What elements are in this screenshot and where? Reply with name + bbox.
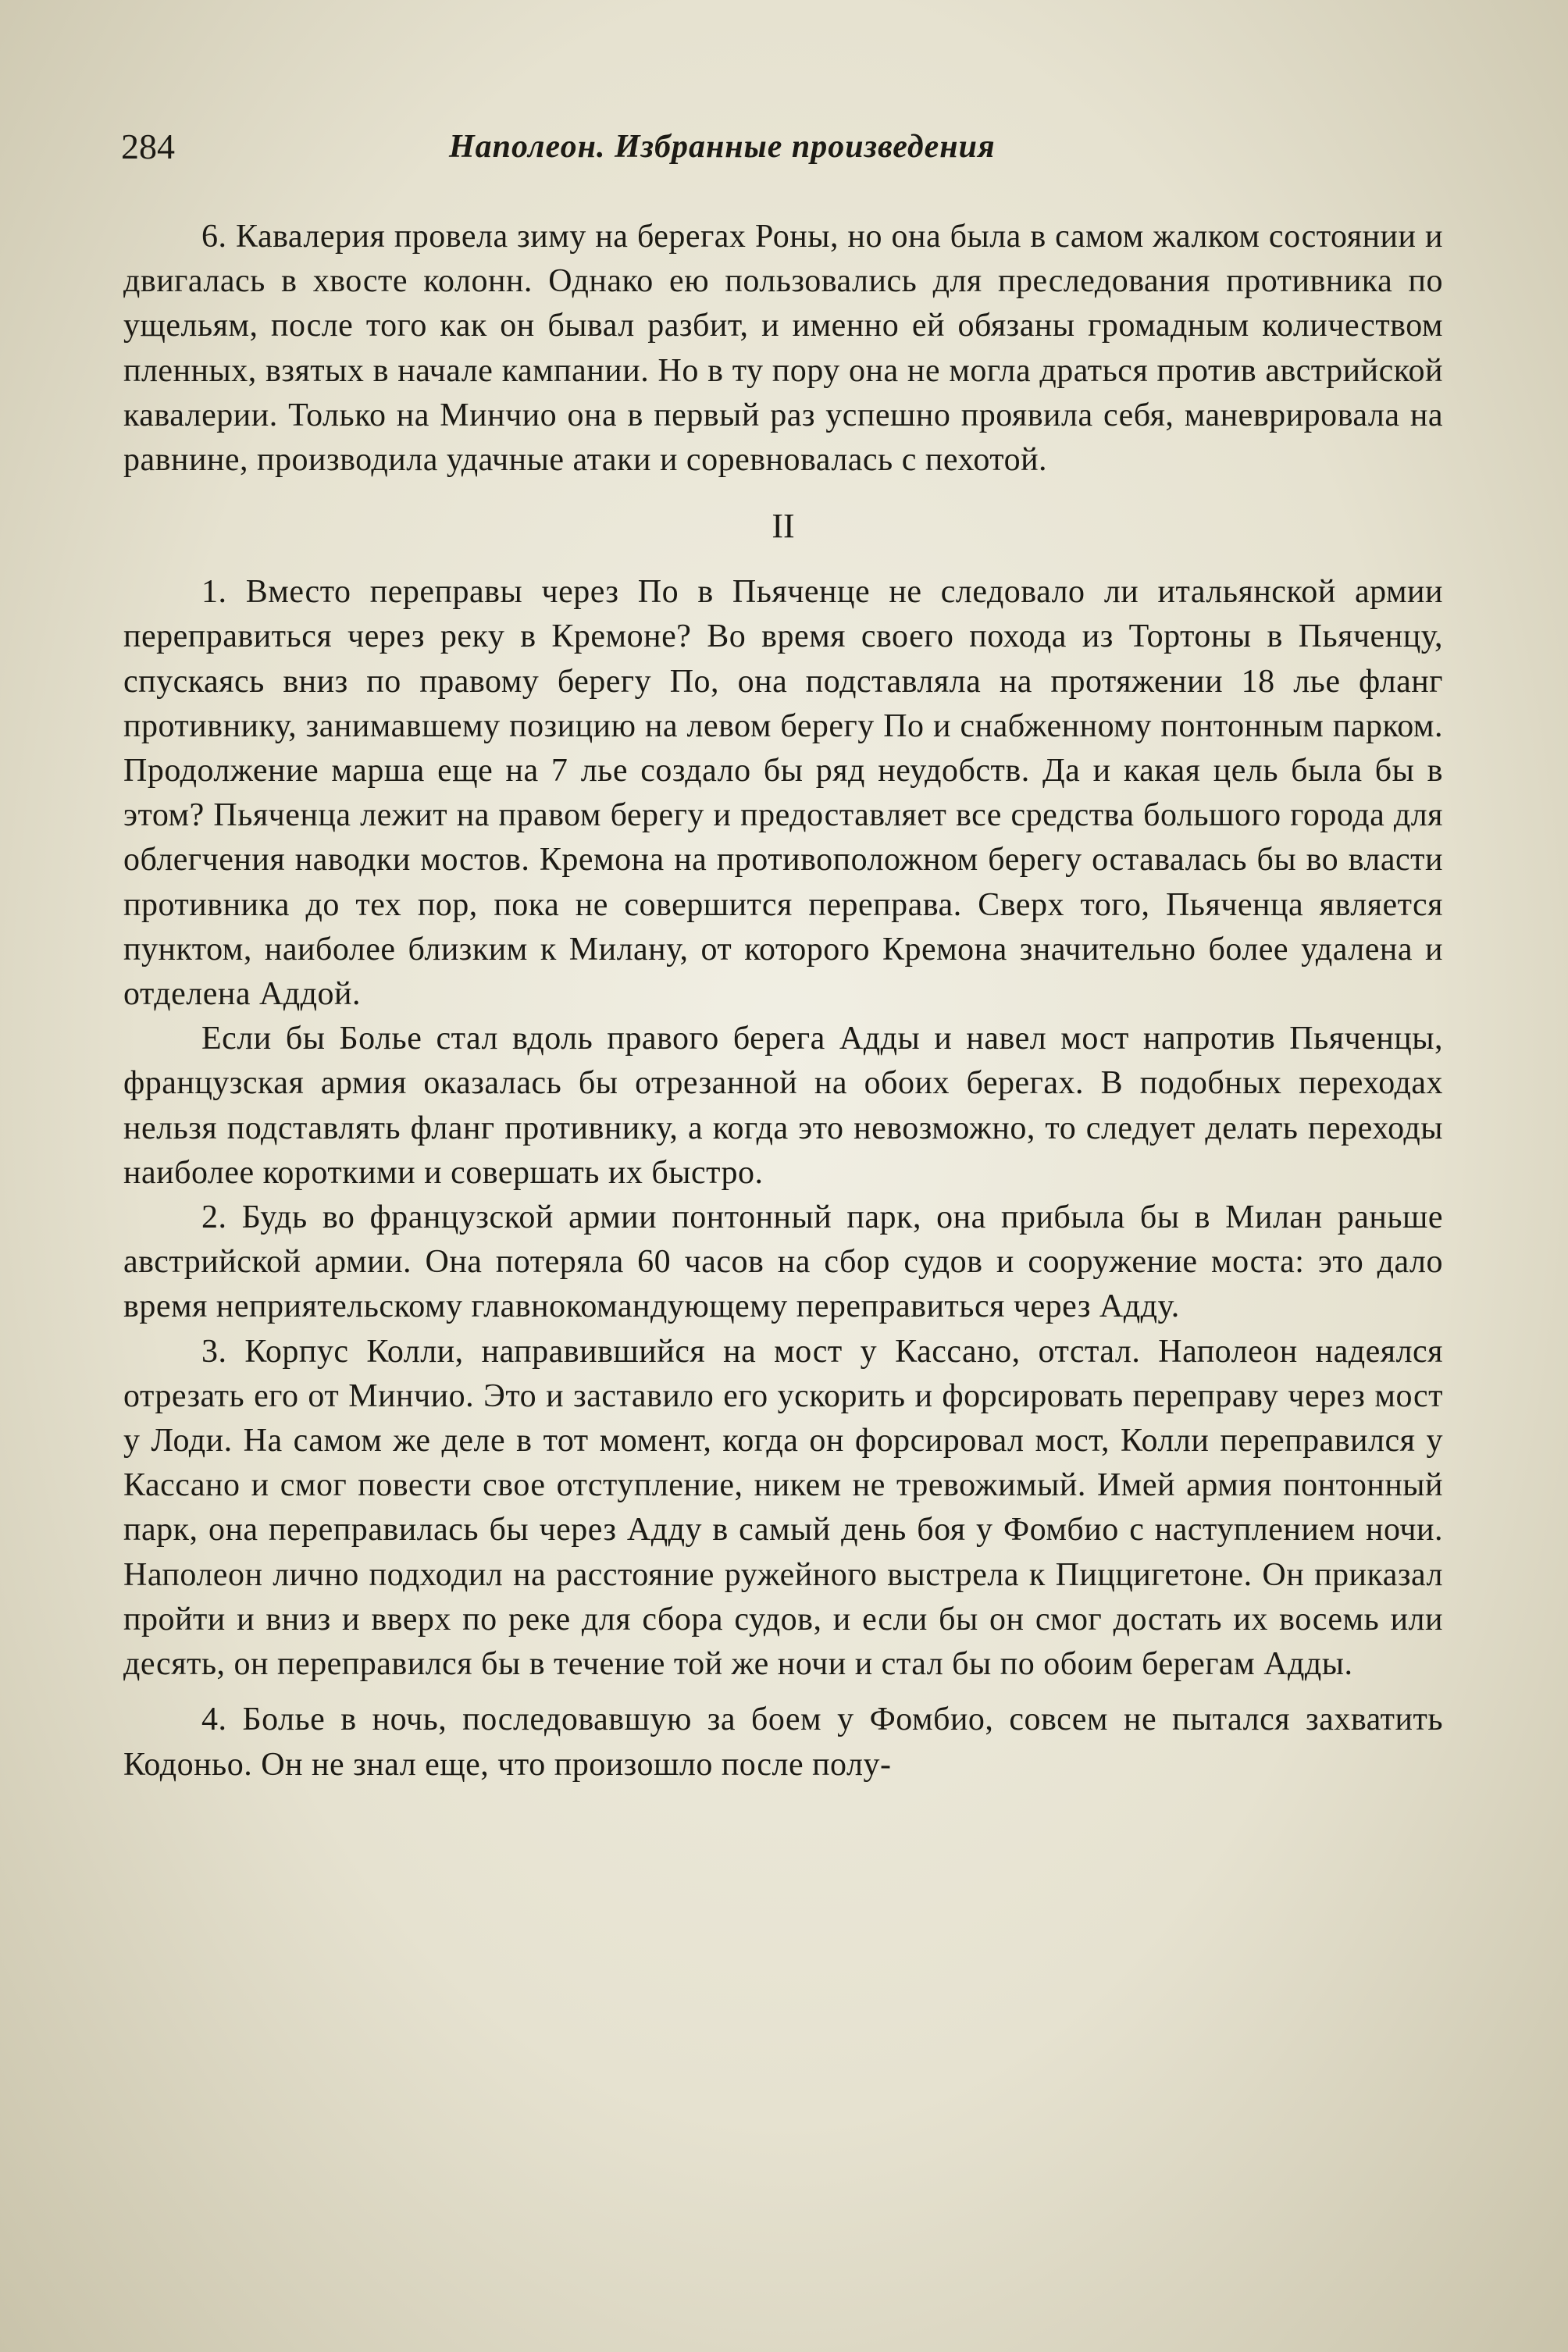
page-header [121,123,1449,170]
paragraph-beaulieu-night: 4. Болье в ночь, последовавшую за боем у Фомбио, совсем не пытался захватить Кодоньо. Он не знал еще, что произошло после полу- [123,1702,1443,1783]
body-text [123,215,1443,1787]
paragraph-crossing-po: 1. Вместо переправы через По в Пьяченце не следовало ли итальянской армии переправиться через реку в Кремоне? Во время своего похода из Тортоны в Пьяченцу, спускаясь вниз по правому берегу По, она подставляла на протяжении 18 лье фланг противнику, занимавшему позицию на левом берегу По и снабженному понтонным парком. Продолжение марша еще на 7 лье создало бы ряд неудобств. Да и какая цель была бы в этом? Пьяченца лежит на правом берегу и предоставляет все средства большого города для облегчения наводки мостов. Кремона на противоположном берегу оставалась бы во власти противника до тех пор, пока не совершится переправа. Сверх того, Пьяченца является пунктом, наиболее близким к Милану, от которого Кремона значительно более удалена и отделена Аддой. [123,574,1443,1013]
paragraph-colli-corps: 3. Корпус Колли, направившийся на мост у Кассано, отстал. Наполеон надеялся отрезать его от Минчио. Это и заставило его ускорить и форсировать переправу через мост у Лоди. На самом же деле в тот момент, когда он форсировал мост, Колли переправился у Кассано и смог повести свое отступление, никем не тревожимый. Имей армия понтонный парк, она переправилась бы через Адду в самый день боя у Фомбио с наступлением ночи. Наполеон лично подходил на расстояние ружейного выстрела к Пиццигетоне. Он приказал пройти и вниз и вверх по реке для сбора судов, и если бы он смог достать их восемь или десять, он переправился бы в течение той же ночи и стал бы по обоим берегам Адды. [123,1333,1443,1683]
running-head: Наполеон. Избранные произведения [449,129,996,165]
page-number: 284 [121,127,175,166]
section-heading: II [772,507,795,546]
paragraph-beaulieu-adda: Если бы Болье стал вдоль правого берега Адды и навел мост напротив Пьяченцы, французская армия оказалась бы отрезанной на обоих берегах. В подобных переходах нельзя подставлять фланг противнику, а когда это невозможно, то следует делать переходы наиболее короткими и совершать их быстро. [123,1021,1443,1191]
paragraph-cavalry: 6. Кавалерия провела зиму на берегах Роны, но она была в самом жалком состоянии и двигалась в хвосте колонн. Однако ею пользовались для преследования противника по ущельям, после того как он бывал разбит, и именно ей обязаны громадным количеством пленных, взятых в начале кампании. Но в ту пору она не могла драться против австрийской кавалерии. Только на Минчио она в первый раз успешно проявила себя, маневрировала на равнине, производила удачные атаки и соревновалась с пехотой. [123,219,1443,479]
paragraph-pontoon-park: 2. Будь во французской армии понтонный парк, она прибыла бы в Милан раньше австрийской армии. Она потеряла 60 часов на сбор судов и сооружение моста: это дало время неприятельскому главнокомандующему переправиться через Адду. [123,1199,1443,1325]
